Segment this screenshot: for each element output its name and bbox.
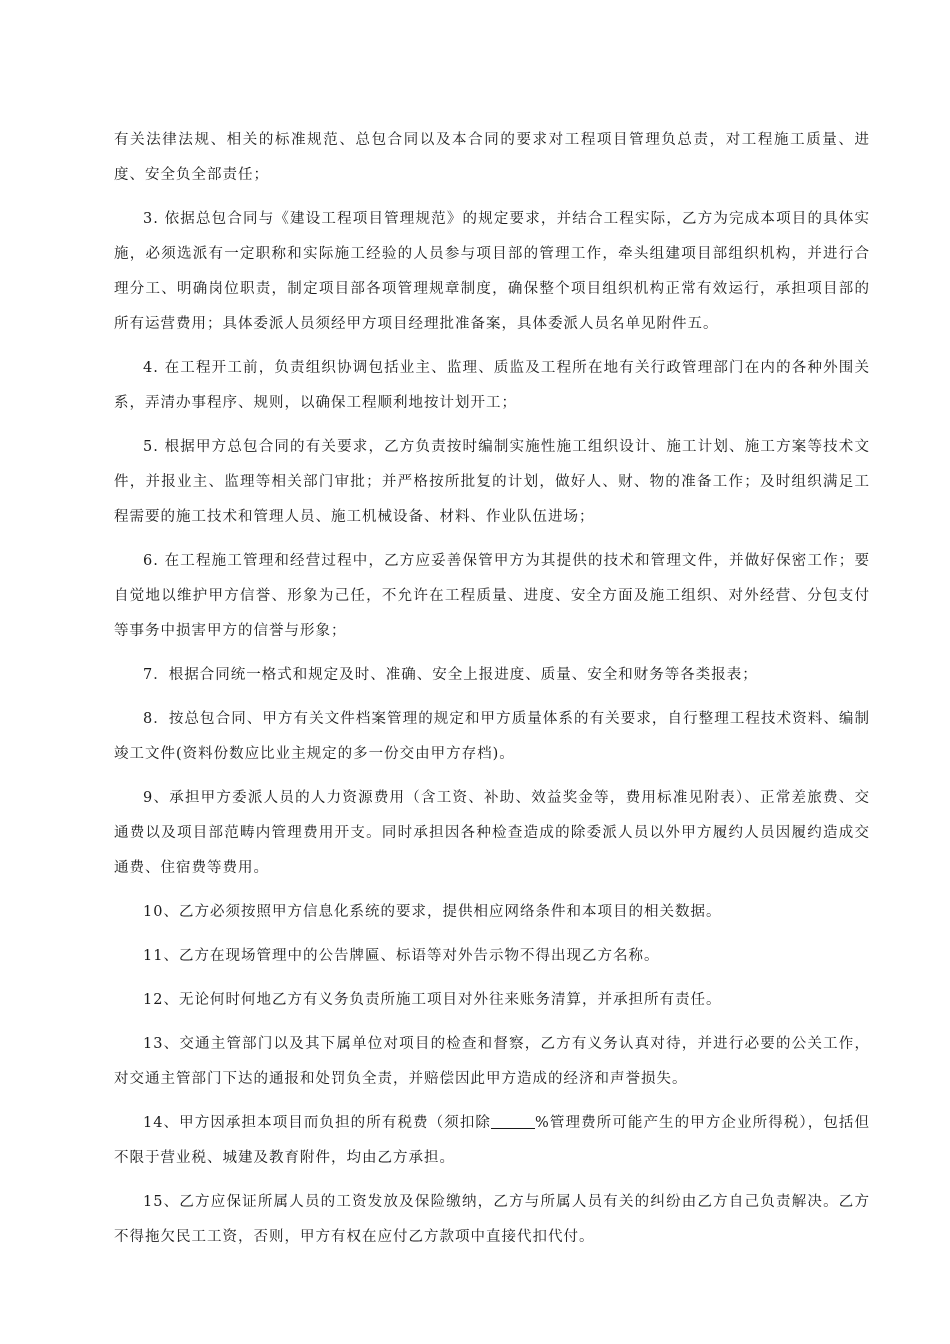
paragraph-item-12: 12、无论何时何地乙方有义务负责所施工项目对外往来账务清算，并承担所有责任。 <box>143 992 722 1008</box>
paragraph-item-4: 4. 在工程开工前，负责组织协调包括业主、监理、质监及工程所在地有关行政管理部门在内的各种外围关系，弄清办事程序、规则，以确保工程顺利地按计划开工； <box>114 360 870 411</box>
paragraph-item-13: 13、交通主管部门以及其下属单位对项目的检查和督察，乙方有义务认真对待，并进行必要的公关工作，对交通主管部门下达的通报和处罚负全责，并赔偿因此甲方造成的经济和声誉损失。 <box>114 1036 870 1087</box>
paragraph-item-9: 9、承担甲方委派人员的人力资源费用（含工资、补助、效益奖金等，费用标准见附表）、正常差旅费、交通费以及项目部范畴内管理费用开支。同时承担因各种检查造成的除委派人员以外甲方履约人员因履约造成交通费、住宿费等费用。 <box>114 790 870 876</box>
paragraph-item-11: 11、乙方在现场管理中的公告牌匾、标语等对外告示物不得出现乙方名称。 <box>143 948 660 964</box>
paragraph-item-10: 10、乙方必须按照甲方信息化系统的要求，提供相应网络条件和本项目的相关数据。 <box>143 904 722 920</box>
paragraph-item-6: 6. 在工程施工管理和经营过程中，乙方应妥善保管甲方为其提供的技术和管理文件，并做好保密工作；要自觉地以维护甲方信誉、形象为己任，不允许在工程质量、进度、安全方面及施工组织、对外经营、分包支付等事务中损害甲方的信誉与形象； <box>114 553 870 639</box>
document-body <box>114 123 870 1264</box>
paragraph-item-14-before: 14、甲方因承担本项目而负担的所有税费（须扣除 <box>143 1115 492 1131</box>
paragraph-item-8: 8．按总包合同、甲方有关文件档案管理的规定和甲方质量体系的有关要求，自行整理工程技术资料、编制竣工文件(资料份数应比业主规定的多一份交由甲方存档)。 <box>114 711 870 762</box>
paragraph-item-15: 15、乙方应保证所属人员的工资发放及保险缴纳，乙方与所属人员有关的纠纷由乙方自己负责解决。乙方不得拖欠民工工资，否则，甲方有权在应付乙方款项中直接代扣代付。 <box>114 1194 870 1245</box>
paragraph-item-14 <box>114 1106 870 1176</box>
paragraph-item-7: 7．根据合同统一格式和规定及时、准确、安全上报进度、质量、安全和财务等各类报表； <box>143 667 758 683</box>
fill-in-blank <box>491 1114 535 1130</box>
paragraph-continued: 有关法律法规、相关的标准规范、总包合同以及本合同的要求对工程项目管理负总责，对工程施工质量、进度、安全负全部责任； <box>114 132 870 183</box>
paragraph-item-5: 5. 根据甲方总包合同的有关要求，乙方负责按时编制实施性施工组织设计、施工计划、施工方案等技术文件，并报业主、监理等相关部门审批；并严格按所批复的计划，做好人、财、物的准备工作；及时组织满足工程需要的施工技术和管理人员、施工机械设备、材料、作业队伍进场； <box>114 439 870 525</box>
paragraph-item-3: 3. 依据总包合同与《建设工程项目管理规范》的规定要求，并结合工程实际，乙方为完成本项目的具体实施，必须选派有一定职称和实际施工经验的人员参与项目部的管理工作，牵头组建项目部组织机构，并进行合理分工、明确岗位职责，制定项目部各项管理规章制度，确保整个项目组织机构正常有效运行，承担项目部的所有运营费用；具体委派人员须经甲方项目经理批准备案，具体委派人员名单见附件五。 <box>114 211 870 332</box>
paragraph-item-14-after: %管理费所可能产生的甲方企业所得税），包括但不限于营业税、城建及教育附件，均由乙方承担。 <box>114 1115 871 1166</box>
